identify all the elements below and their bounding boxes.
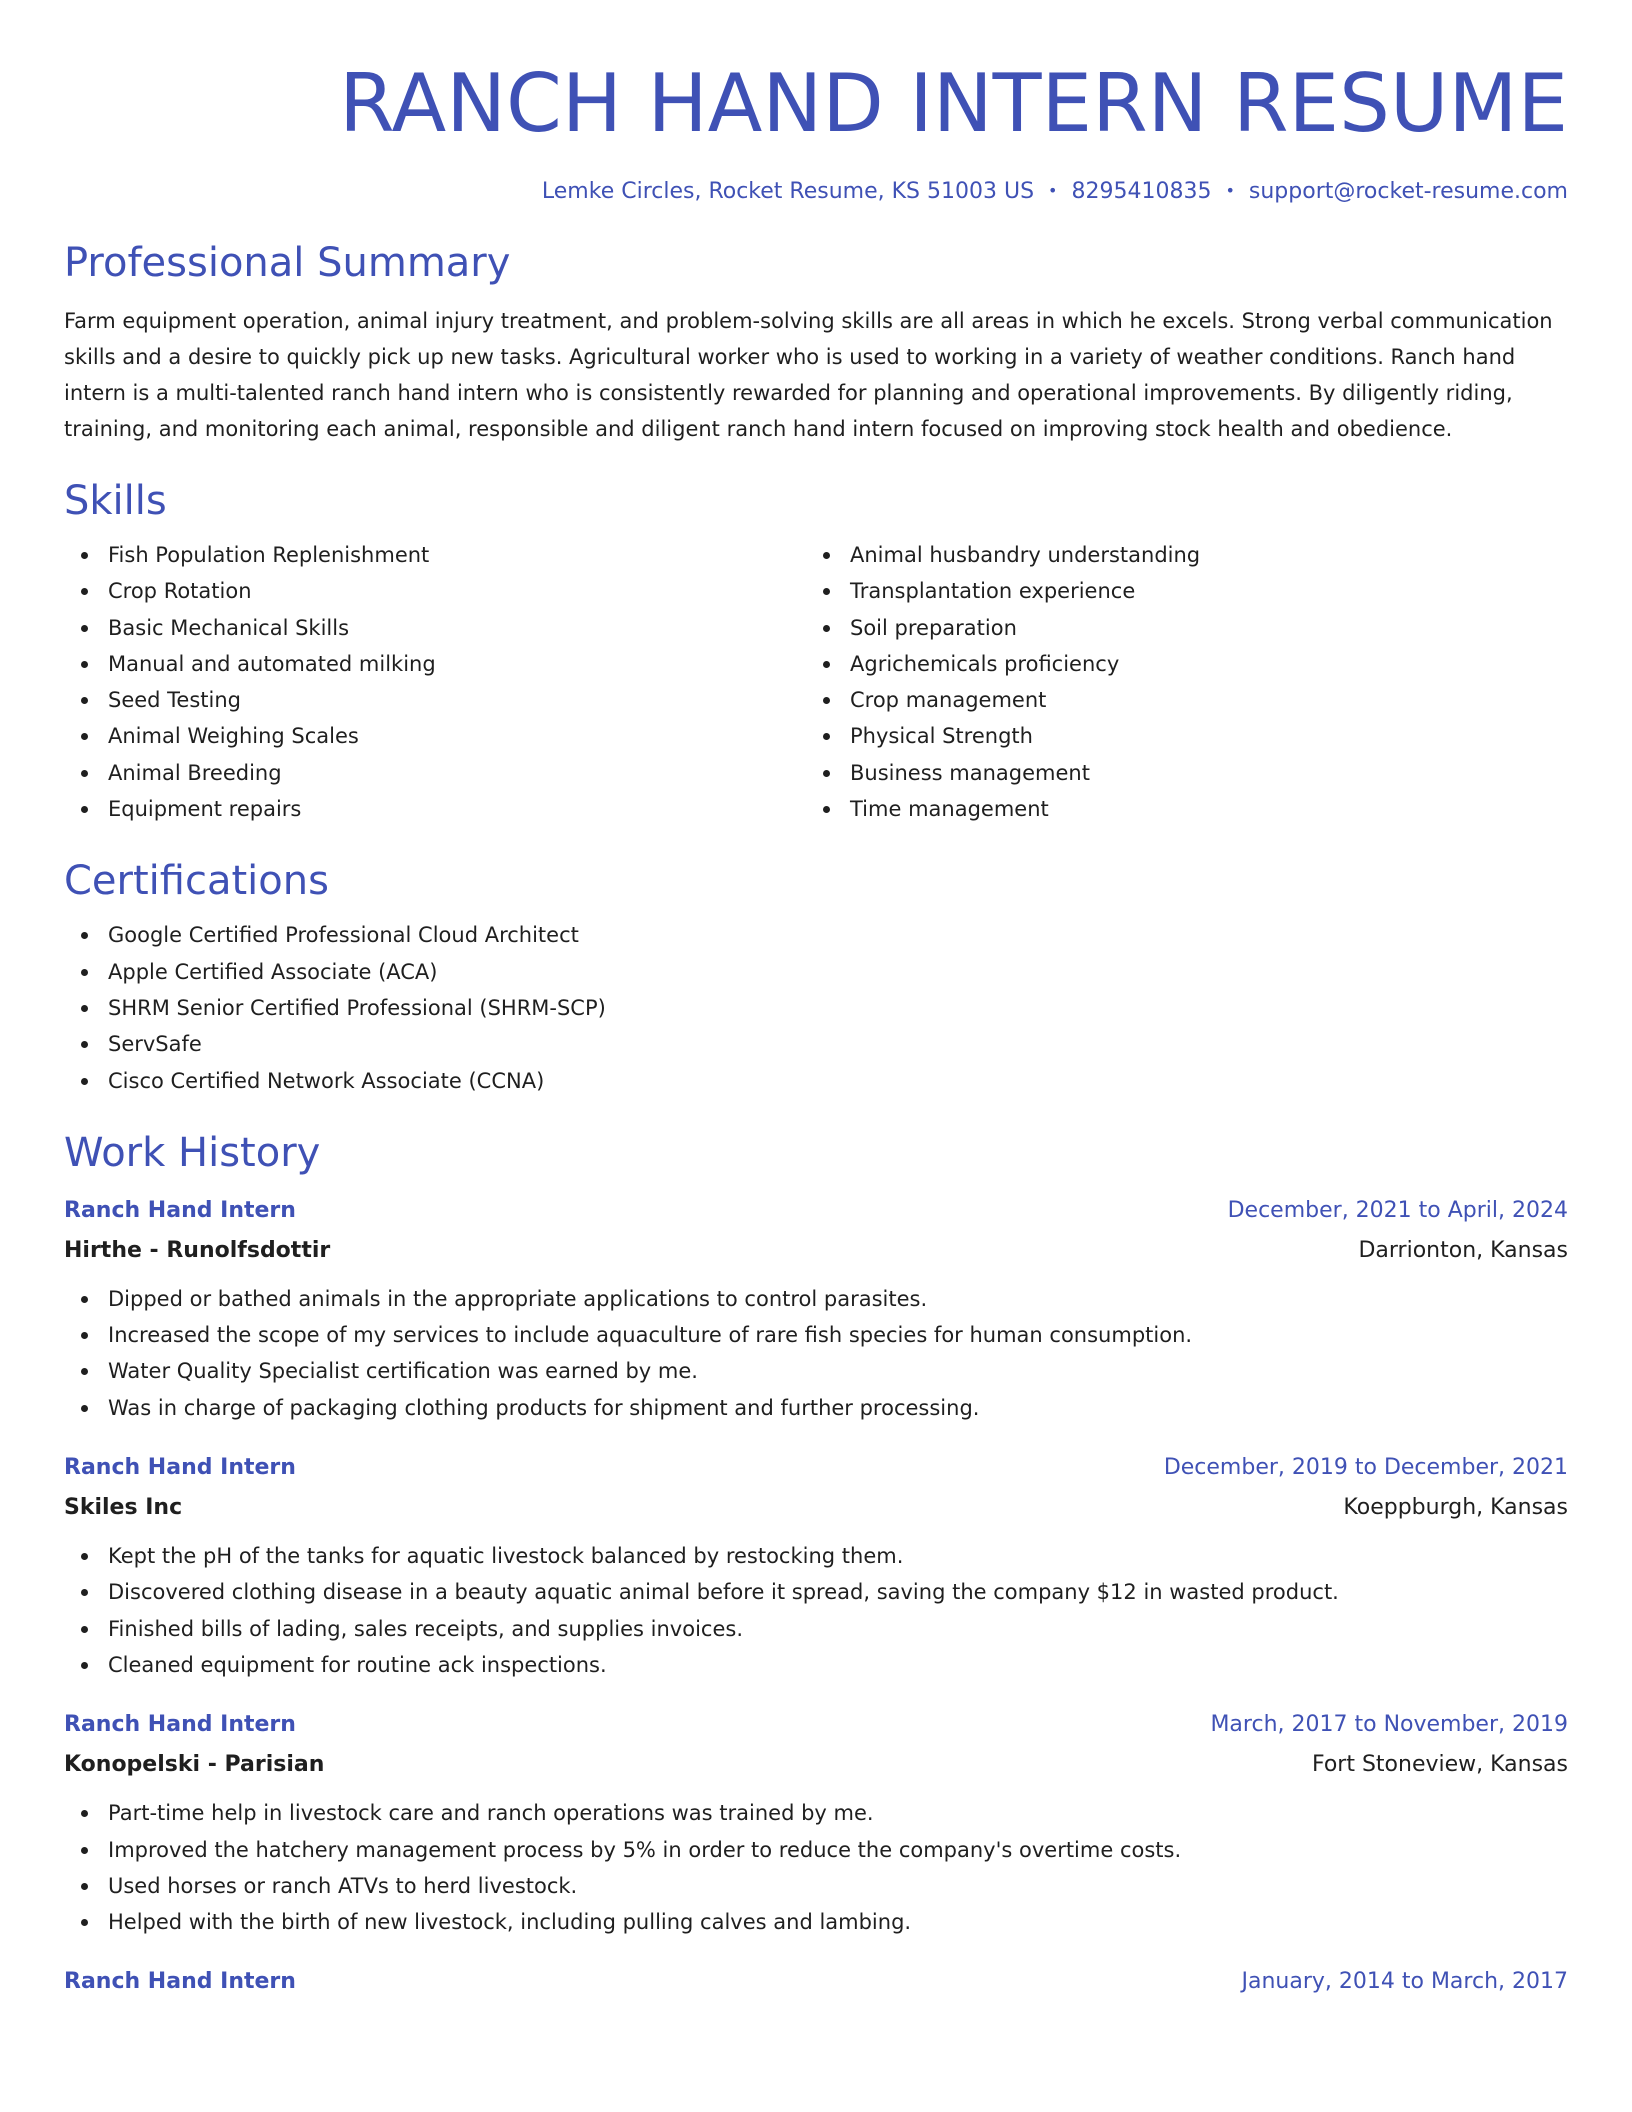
job-company: Konopelski - Parisian [64, 1752, 325, 1778]
certification-item: ServSafe [64, 1026, 1568, 1062]
job-bullet: Part-time help in livestock care and ranch operations was trained by me. [64, 1795, 1568, 1831]
summary-text: Farm equipment operation, animal injury treatment, and problem-solving skills are all areas in which he excels. Strong verbal communication skills and a desire to quickly pick up new tasks. Agricultural worker who is used to working in a variety of weather conditions. Ranch hand intern is a multi-talented ranch hand intern who is consistently rewarded for planning and operational improvements. By diligently riding, training, and monitoring each animal, responsible and diligent ranch hand intern focused on improving stock health and obedience. [64, 309, 1553, 441]
contact-email: support@rocket-resume.com [1248, 179, 1568, 204]
certification-item: Cisco Certified Network Associate (CCNA) [64, 1063, 1568, 1099]
job-bullets [64, 1538, 1568, 1683]
certifications-heading: Certifications [64, 858, 329, 905]
resume-title: RANCH HAND INTERN RESUME [339, 57, 1568, 150]
job-bullet: Cleaned equipment for routine ack inspections. [64, 1647, 1568, 1683]
job-location: Fort Stoneview, Kansas [1311, 1752, 1568, 1778]
job-company: Skiles Inc [64, 1495, 183, 1521]
job-entry [64, 1705, 1568, 1940]
job-role: Ranch Hand Intern [64, 1712, 296, 1738]
skills-heading: Skills [64, 478, 167, 524]
contact-line [64, 176, 1568, 207]
certification-item: Google Certified Professional Cloud Architect [64, 917, 1568, 953]
separator-dot: • [1225, 181, 1235, 200]
job-role: Ranch Hand Intern [64, 1969, 296, 1995]
job-company-row [64, 1745, 1568, 1785]
job-location: Darrionton, Kansas [1358, 1237, 1568, 1263]
job-location: Koeppburgh, Kansas [1343, 1495, 1568, 1521]
skill-item: Animal Weighing Scales [64, 718, 806, 754]
skill-item: Time management [806, 791, 1548, 827]
job-bullet: Water Quality Specialist certification was earned by me. [64, 1353, 1568, 1389]
skills-column-right [806, 537, 1548, 827]
job-dates: December, 2019 to December, 2021 [1163, 1455, 1568, 1481]
job-company-row [64, 1488, 1568, 1528]
certifications-list [64, 917, 1568, 1098]
skill-item: Animal husbandry understanding [806, 537, 1548, 573]
job-bullet: Increased the scope of my services to include aquaculture of rare fish species for human consumption. [64, 1317, 1568, 1353]
skills-column-left [64, 537, 806, 827]
skill-item: Fish Population Replenishment [64, 537, 806, 573]
separator-dot: • [1048, 181, 1058, 200]
skills-grid [64, 537, 1568, 827]
skill-item: Crop management [806, 682, 1548, 718]
certification-item: Apple Certified Associate (ACA) [64, 954, 1568, 990]
job-entry [64, 1448, 1568, 1683]
job-header-row [64, 1448, 1568, 1488]
skill-item: Agrichemicals proficiency [806, 646, 1548, 682]
job-bullet: Improved the hatchery management process by 5% in order to reduce the company's overtime costs. [64, 1832, 1568, 1868]
job-dates: March, 2017 to November, 2019 [1210, 1712, 1568, 1738]
skill-item: Transplantation experience [806, 573, 1548, 609]
job-header-row [64, 1705, 1568, 1745]
skill-item: Business management [806, 755, 1548, 791]
job-header-row [64, 1962, 1568, 2002]
job-bullet: Used horses or ranch ATVs to herd livestock. [64, 1868, 1568, 1904]
job-bullet: Kept the pH of the tanks for aquatic livestock balanced by restocking them. [64, 1538, 1568, 1574]
contact-address: Lemke Circles, Rocket Resume, KS 51003 US [541, 179, 1035, 204]
job-bullets [64, 1281, 1568, 1426]
job-role: Ranch Hand Intern [64, 1455, 296, 1481]
job-role: Ranch Hand Intern [64, 1197, 296, 1223]
job-bullet: Discovered clothing disease in a beauty aquatic animal before it spread, saving the company $12 in wasted product. [64, 1574, 1568, 1610]
job-dates: December, 2021 to April, 2024 [1227, 1197, 1568, 1223]
job-bullet: Finished bills of lading, sales receipts, and supplies invoices. [64, 1611, 1568, 1647]
job-bullet: Was in charge of packaging clothing products for shipment and further processing. [64, 1390, 1568, 1426]
skill-item: Crop Rotation [64, 573, 806, 609]
skill-item: Animal Breeding [64, 755, 806, 791]
skill-item: Manual and automated milking [64, 646, 806, 682]
job-dates: January, 2014 to March, 2017 [1241, 1969, 1568, 1995]
job-company: Hirthe - Runolfsdottir [64, 1237, 331, 1263]
skills-list-right [806, 537, 1548, 827]
skills-list-left [64, 537, 806, 827]
job-bullet: Dipped or bathed animals in the appropriate applications to control parasites. [64, 1281, 1568, 1317]
work-history-heading: Work History [64, 1129, 321, 1176]
job-entry [64, 1962, 1568, 2002]
certification-item: SHRM Senior Certified Professional (SHRM-SCP) [64, 990, 1568, 1026]
skill-item: Physical Strength [806, 718, 1548, 754]
summary-heading: Professional Summary [64, 240, 511, 286]
skill-item: Basic Mechanical Skills [64, 610, 806, 646]
skill-item: Soil preparation [806, 610, 1548, 646]
job-bullet: Helped with the birth of new livestock, including pulling calves and lambing. [64, 1904, 1568, 1940]
job-company-row [64, 1231, 1568, 1271]
resume-page [64, 0, 1568, 2002]
skill-item: Seed Testing [64, 682, 806, 718]
job-header-row [64, 1191, 1568, 1231]
job-bullets [64, 1795, 1568, 1940]
skill-item: Equipment repairs [64, 791, 806, 827]
job-entry [64, 1191, 1568, 1426]
contact-phone: 8295410835 [1071, 179, 1212, 204]
